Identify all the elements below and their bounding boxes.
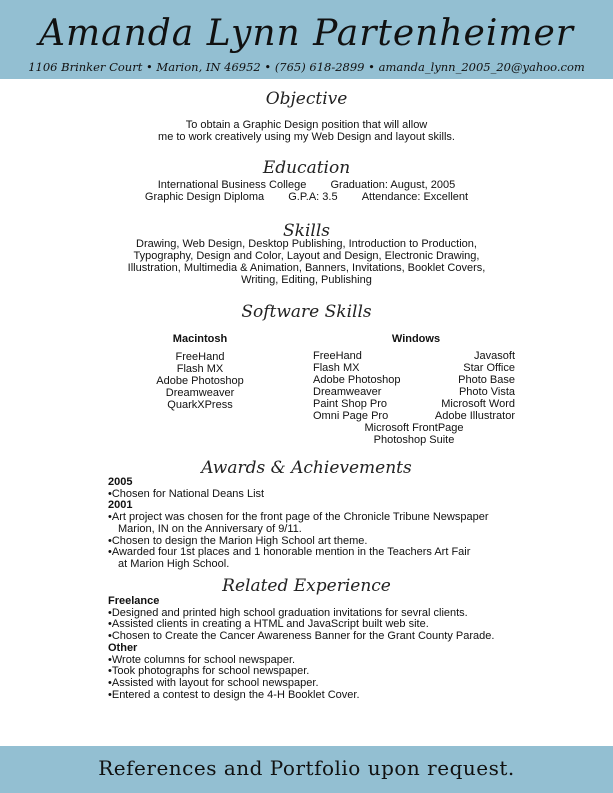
windows-list: [313, 350, 515, 446]
win-app: Dreamweaver: [313, 386, 382, 398]
list-item-continued: at Marion High School.: [118, 557, 230, 570]
list-item: •Designed and printed high school graduation invitations for sevral clients.: [108, 606, 468, 619]
win-app: FreeHand: [313, 350, 362, 362]
list-item: Dreamweaver: [165, 387, 235, 399]
awards-list: [108, 477, 568, 571]
awards-heading: Awards & Achievements: [201, 458, 412, 478]
attendance: Attendance: Excellent: [361, 191, 469, 203]
education-text: [0, 179, 613, 203]
skills-text: [0, 238, 613, 286]
education-heading: Education: [262, 158, 351, 178]
list-item: Flash MX: [176, 363, 224, 375]
list-item: Adobe Photoshop: [156, 375, 244, 387]
experience-category: Other: [108, 641, 138, 654]
list-item: [313, 386, 515, 398]
win-app: Microsoft Word: [441, 398, 515, 410]
list-item: •Awarded four 1st places and 1 honorable mention in the Teachers Art Fair: [108, 546, 471, 559]
list-item-continued: Marion, IN on the Anniversary of 9/11.: [118, 522, 302, 535]
award-year: 2005: [108, 476, 133, 488]
macintosh-heading: Macintosh: [172, 333, 228, 345]
list-item: [313, 374, 515, 386]
windows-heading: Windows: [391, 333, 441, 345]
objective-line: To obtain a Graphic Design position that will allow: [185, 119, 428, 131]
list-item: •Took photographs for school newspaper.: [108, 665, 310, 678]
resume-name: Amanda Lynn Partenheimer: [38, 13, 575, 54]
gpa: G.P.A: 3.5: [288, 191, 338, 203]
experience-heading: Related Experience: [222, 576, 391, 596]
experience-list: [108, 596, 568, 701]
list-item: [313, 350, 515, 362]
win-app: Flash MX: [313, 362, 360, 374]
skills-heading: Skills: [283, 221, 330, 241]
award-year: 2001: [108, 499, 133, 512]
macintosh-list: [140, 351, 260, 411]
diploma: Graphic Design Diploma: [144, 191, 265, 203]
experience-category: Freelance: [108, 595, 160, 607]
win-app: Paint Shop Pro: [313, 398, 387, 410]
win-app: Omni Page Pro: [313, 410, 389, 422]
school-name: International Business College: [157, 179, 307, 191]
win-app: Photo Base: [458, 374, 515, 386]
footer-note: References and Portfolio upon request.: [98, 756, 515, 780]
list-item: [313, 362, 515, 374]
skills-line: Drawing, Web Design, Desktop Publishing, Introduction to Production,: [136, 238, 477, 250]
list-item: FreeHand: [175, 351, 225, 363]
skills-line: Illustration, Multimedia & Animation, Banners, Invitations, Booklet Covers,: [127, 262, 486, 274]
software-heading: Software Skills: [241, 302, 372, 322]
objective-text: [0, 119, 613, 143]
list-item: Photoshop Suite: [373, 434, 455, 446]
list-item: [313, 398, 515, 410]
education-row: [0, 191, 613, 203]
win-app: Star Office: [463, 362, 515, 374]
list-item: •Chosen for National Deans List: [108, 487, 265, 500]
skills-line: Writing, Editing, Publishing: [241, 274, 372, 286]
win-app: Adobe Illustrator: [434, 410, 515, 422]
contact-line: 1106 Brinker Court • Marion, IN 46952 • (765) 618-2899 • amanda_lynn_2005_20@yahoo.com: [28, 60, 585, 74]
objective-heading: Objective: [265, 89, 348, 109]
list-item: •Wrote columns for school newspaper.: [108, 653, 296, 666]
list-item: Microsoft FrontPage: [364, 422, 464, 434]
objective-line: me to work creatively using my Web Design and layout skills.: [158, 131, 455, 143]
list-item: [313, 410, 515, 422]
list-item: •Assisted with layout for school newspaper.: [108, 676, 319, 689]
skills-line: Typography, Design and Color, Layout and Design, Electronic Drawing,: [133, 250, 480, 262]
list-item: •Entered a contest to design the 4-H Booklet Cover.: [108, 688, 360, 701]
list-item: QuarkXPress: [167, 399, 233, 411]
graduation-date: Graduation: August, 2005: [330, 179, 456, 191]
list-item: •Chosen to design the Marion High School art theme.: [108, 534, 368, 547]
list-item: •Art project was chosen for the front page of the Chronicle Tribune Newspaper: [108, 511, 489, 524]
education-row: [0, 179, 613, 191]
win-app: Javasoft: [474, 350, 515, 362]
win-app: Adobe Photoshop: [313, 374, 401, 386]
list-item: •Chosen to Create the Cancer Awareness Banner for the Grant County Parade.: [108, 630, 495, 643]
list-item: •Assisted clients in creating a HTML and JavaScript built web site.: [108, 618, 429, 631]
win-app: Photo Vista: [458, 386, 515, 398]
